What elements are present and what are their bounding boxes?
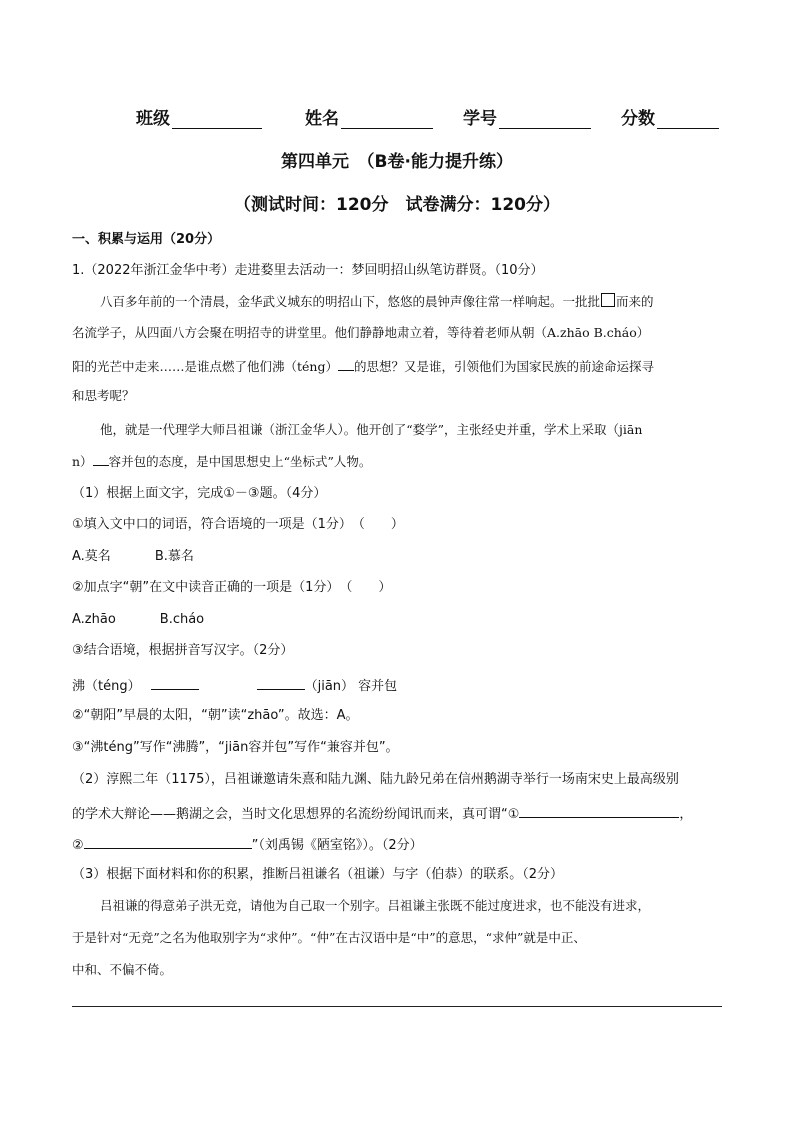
section-heading: 一、积累与运用（20分） xyxy=(72,232,221,247)
answer-line: ②“朝阳”早晨的太阳，“朝”读“zhāo”。故选：A。 xyxy=(72,708,359,723)
sub-question-2-line: （2）淳熙二年（1175），吕祖谦邀请朱熹和陆九渊、陆九龄兄弟在信州鹅湖寺举行一场南宋史上最高级别 xyxy=(72,772,679,787)
page-subtitle: （测试时间：120分 试卷满分：120分） xyxy=(234,195,560,215)
divider xyxy=(72,1006,722,1007)
fill-blank[interactable] xyxy=(84,834,252,849)
answer-line: ③“沸téng”写作“沸腾”，“jiān容并包”写作“兼容并包”。 xyxy=(72,740,399,755)
passage-line: 名流学子，从四面八方会聚在明招寺的讲堂里。他们静静地肃立着，等待着老师从朝（A.zhāo B.cháo） xyxy=(72,325,650,340)
sub-question-2-line xyxy=(72,803,722,824)
sub-question-3-stem: （3）根据下面材料和你的积累，推断吕祖谦名（祖谦）与字（伯恭）的联系。（2分） xyxy=(72,867,564,882)
fill-blank[interactable] xyxy=(93,451,109,466)
class-field xyxy=(136,104,262,129)
pinyin-prompt: （jiān） 容并包 xyxy=(304,679,398,694)
material-line: 于是针对“无竞”之名为他取别字为“求仲”。“仲”在古汉语中是“中”的意思，“求仲”就是中正、 xyxy=(72,930,586,945)
option-a[interactable]: A.莫名 xyxy=(72,549,111,564)
passage-line: 他，就是一代理学大师吕祖谦（浙江金华人）。他开创了“婺学”，主张经史并重，学术上采取（jiān xyxy=(100,422,643,437)
question-text: ”（刘禹锡《陋室铭》）。（2分） xyxy=(251,838,423,853)
item-1: ①填入文中口的词语，符合语境的一项是（1分） （ ） xyxy=(72,517,404,532)
passage-text: 八百多年前的一个清晨，金华武义城东的明招山下，悠悠的晨钟声像往常一样响起。一批批 xyxy=(100,294,601,309)
question-text: 的学术大辩论——鹅湖之会，当时文化思想界的名流纷纷闻讯而来，真可谓“① xyxy=(72,807,520,822)
material-line: 中和、不偏不倚。 xyxy=(72,962,173,977)
item-1-options xyxy=(72,548,722,566)
class-label: 班级 xyxy=(136,109,170,129)
item-3-blanks xyxy=(72,675,722,696)
option-b[interactable]: B.慕名 xyxy=(154,549,194,564)
passage-text: 的思想？又是谁，引领他们为国家民族的前途命运探寻 xyxy=(353,359,654,374)
passage-text: 阳的光芒中走来……是谁点燃了他们沸（téng） xyxy=(72,359,338,374)
item-2-options xyxy=(72,611,722,629)
material-line: 吕祖谦的得意弟子洪无竞，请他为自己取一个别字。吕祖谦主张既不能过度进求，也不能没有进求， xyxy=(100,898,651,913)
question-1-stem: 1.（2022年浙江金华中考）走进婺里去活动一：梦回明招山纵笔访群贤。（10分） xyxy=(72,263,544,278)
id-label: 学号 xyxy=(463,109,497,129)
page-title: 第四单元 （B卷·能力提升练） xyxy=(281,152,513,172)
item-2: ②加点字“朝”在文中读音正确的一项是（1分） （ ） xyxy=(72,580,392,595)
id-field xyxy=(463,104,591,129)
fill-blank[interactable] xyxy=(151,675,199,690)
score-field xyxy=(621,104,719,129)
question-text: ， xyxy=(679,807,693,822)
blank-box xyxy=(601,293,615,307)
option-b[interactable]: B.cháo xyxy=(159,612,205,627)
fill-blank[interactable] xyxy=(257,675,305,690)
sub-question-2-line xyxy=(72,834,722,855)
passage-text: 而来的 xyxy=(616,294,654,309)
name-blank[interactable] xyxy=(341,110,433,129)
pinyin-prompt: 沸（téng） xyxy=(72,679,141,694)
sub-question-1-stem: （1）根据上面文字，完成①－③题。（4分） xyxy=(72,486,327,501)
passage-text: n） xyxy=(72,454,93,469)
passage-line xyxy=(72,356,722,376)
option-a[interactable]: A.zhāo xyxy=(72,612,116,627)
name-label: 姓名 xyxy=(305,109,339,129)
fill-blank[interactable] xyxy=(519,803,679,818)
passage-line xyxy=(100,293,722,311)
student-info-header xyxy=(0,104,794,130)
id-blank[interactable] xyxy=(499,110,591,129)
question-text: ② xyxy=(72,838,84,853)
passage-line xyxy=(72,451,722,471)
item-3: ③结合语境，根据拼音写汉字。（2分） xyxy=(72,643,294,658)
fill-blank[interactable] xyxy=(338,356,354,371)
passage-line: 和思考呢？ xyxy=(72,388,135,403)
name-field xyxy=(305,104,433,129)
passage-text: 容并包的态度，是中国思想史上“坐标式”人物。 xyxy=(108,454,372,469)
class-blank[interactable] xyxy=(172,110,262,129)
score-blank[interactable] xyxy=(657,110,719,129)
score-label: 分数 xyxy=(621,109,655,129)
